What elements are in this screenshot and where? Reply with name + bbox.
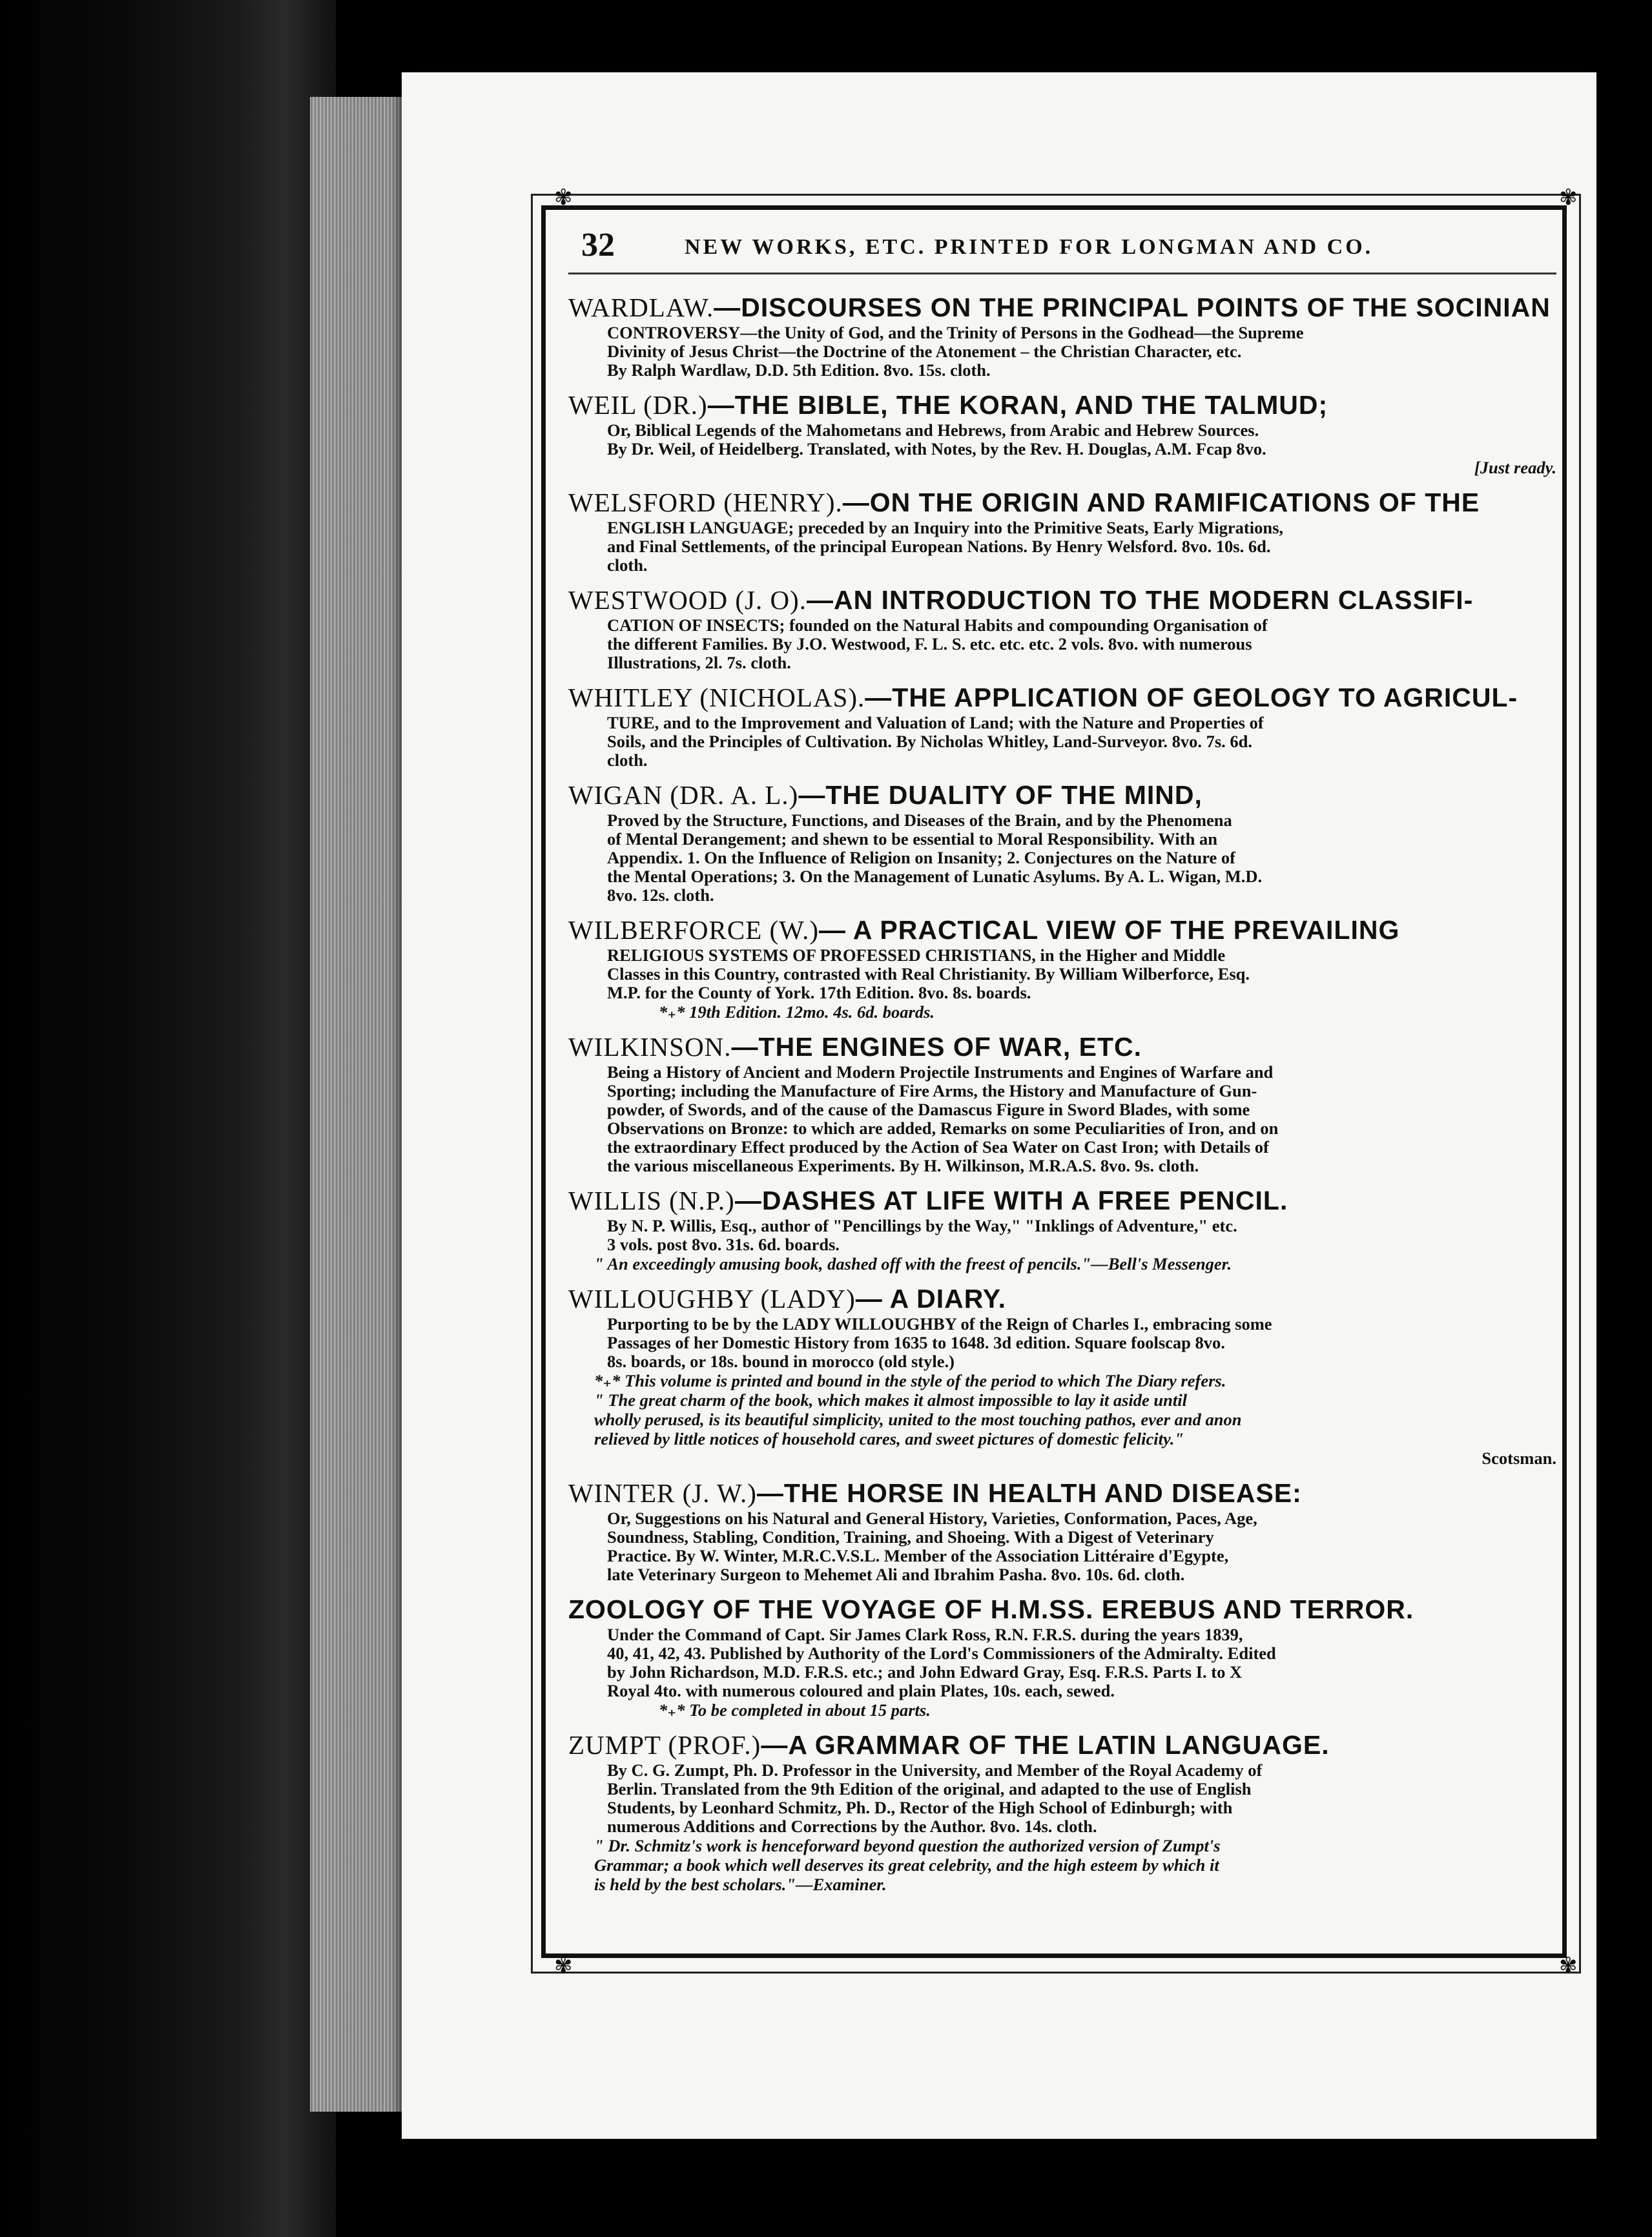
- entry-author: WILKINSON.: [568, 1032, 732, 1062]
- catalogue-entry: [568, 584, 1556, 672]
- entry-heading: [568, 1283, 1556, 1315]
- entry-description: [607, 1761, 1556, 1836]
- entry-line: Practice. By W. Winter, M.R.C.V.S.L. Member of the Association Littéraire d'Egypte,: [607, 1546, 1229, 1565]
- review-line: relieved by little notices of household cares, and sweet pictures of domestic felicity.": [594, 1429, 1184, 1448]
- entry-line: Classes in this Country, contrasted with Real Christianity. By William Wilberforce, Esq.: [607, 964, 1250, 984]
- entry-title: —THE BIBLE, THE KORAN, AND THE TALMUD;: [707, 390, 1328, 420]
- catalogue-entry: [568, 1283, 1556, 1468]
- entry-line: late Veterinary Surgeon to Mehemet Ali and Ibrahim Pasha. 8vo. 10s. 6d. cloth.: [607, 1565, 1185, 1584]
- entry-heading: [568, 681, 1556, 714]
- entry-description: [607, 946, 1556, 1002]
- entry-title: —AN INTRODUCTION TO THE MODERN CLASSIFI-: [806, 585, 1474, 615]
- entry-description: [607, 811, 1556, 905]
- entry-description: [607, 324, 1556, 380]
- review-line: *₊* This volume is printed and bound in the style of the period to which The Diary refers.: [594, 1371, 1226, 1390]
- entry-line: cloth.: [607, 750, 648, 770]
- entry-heading: [568, 1184, 1556, 1217]
- entry-author: WILLOUGHBY (LADY): [568, 1284, 856, 1314]
- entry-line: CATION OF INSECTS; founded on the Natural Habits and compounding Organisation of: [607, 615, 1268, 635]
- entry-line: cloth.: [607, 555, 648, 575]
- review-line: " The great charm of the book, which makes it almost impossible to lay it aside until: [594, 1390, 1187, 1410]
- entry-line: By Ralph Wardlaw, D.D. 5th Edition. 8vo. 15s. cloth.: [607, 360, 991, 380]
- catalogue-entry: [568, 1031, 1556, 1175]
- entry-heading: [568, 584, 1556, 616]
- entry-line: Or, Biblical Legends of the Mahometans and Hebrews, from Arabic and Hebrew Sources.: [607, 420, 1259, 440]
- entry-title: —DASHES AT LIFE WITH A FREE PENCIL.: [734, 1186, 1288, 1215]
- entry-line: M.P. for the County of York. 17th Edition. 8vo. 8s. boards.: [607, 983, 1031, 1002]
- entry-line: 3 vols. post 8vo. 31s. 6d. boards.: [607, 1235, 840, 1254]
- entry-line: 40, 41, 42, 43. Published by Authority of the Lord's Commissioners of the Admiralty. Edited: [607, 1644, 1276, 1663]
- entry-line: Proved by the Structure, Functions, and Diseases of the Brain, and by the Phenomena: [607, 810, 1232, 830]
- entry-line: TURE, and to the Improvement and Valuation of Land; with the Nature and Properties of: [607, 713, 1264, 732]
- entry-heading: [568, 1729, 1556, 1761]
- catalogue-entry: [568, 389, 1556, 477]
- entry-description: [607, 1217, 1556, 1254]
- entry-author: WILBERFORCE (W.): [568, 915, 820, 945]
- catalogue-entry: [568, 779, 1556, 905]
- review-line: " Dr. Schmitz's work is henceforward beyond question the authorized version of Zumpt's: [594, 1836, 1221, 1855]
- entry-line: Or, Suggestions on his Natural and General History, Varieties, Conformation, Paces, Age,: [607, 1509, 1257, 1528]
- catalogue-entry: [568, 1729, 1556, 1894]
- entry-author: WILLIS (N.P.): [568, 1186, 735, 1215]
- catalogue-entry: [568, 291, 1556, 380]
- entry-line: Passages of her Domestic History from 1635 to 1648. 3d edition. Square foolscap 8vo.: [607, 1333, 1225, 1352]
- catalogue-entry: [568, 486, 1556, 575]
- catalogue-entry: [568, 681, 1556, 770]
- entry-heading: [568, 486, 1556, 519]
- entry-line: 8s. boards, or 18s. bound in morocco (old style.): [607, 1352, 955, 1371]
- entry-author: WELSFORD (HENRY).: [568, 488, 843, 517]
- entry-line: By Dr. Weil, of Heidelberg. Translated, with Notes, by the Rev. H. Douglas, A.M. Fcap 8vo.: [607, 439, 1266, 459]
- entry-author: WEIL (DR.): [568, 390, 708, 420]
- entry-title: — A DIARY.: [855, 1284, 1006, 1314]
- page-content: [568, 226, 1556, 1903]
- review-line: is held by the best scholars."—Examiner.: [594, 1875, 887, 1894]
- page-header: [568, 226, 1556, 274]
- entry-description: [607, 1063, 1556, 1175]
- entry-line: Appendix. 1. On the Influence of Religion on Insanity; 2. Conjectures on the Nature of: [607, 848, 1235, 867]
- ornament-corner-icon: ✾: [1559, 186, 1578, 210]
- entry-author: WARDLAW.: [568, 293, 714, 322]
- entry-description: [607, 714, 1556, 770]
- running-head: NEW WORKS, ETC. PRINTED FOR LONGMAN AND CO.: [685, 235, 1374, 259]
- entry-author: WESTWOOD (J. O).: [568, 585, 807, 615]
- ornament-corner-icon: ✾: [554, 186, 573, 210]
- entry-line: 8vo. 12s. cloth.: [607, 885, 714, 905]
- entry-review-notes: [594, 1371, 1556, 1448]
- entry-author: ZUMPT (PROF.): [568, 1730, 761, 1760]
- entry-extra-note: *₊* 19th Edition. 12mo. 4s. 6d. boards.: [659, 1002, 935, 1022]
- review-line: Grammar; a book which well deserves its great celebrity, and the high esteem by which it: [594, 1855, 1219, 1875]
- entry-status-note: [Just ready.: [1474, 458, 1556, 477]
- entry-line: Purporting to be by the LADY WILLOUGHBY of the Reign of Charles I., embracing some: [607, 1314, 1272, 1334]
- entry-title: —ON THE ORIGIN AND RAMIFICATIONS OF THE: [842, 488, 1480, 517]
- catalogue-entry: [568, 1593, 1556, 1720]
- entry-line: Royal 4to. with numerous coloured and plain Plates, 10s. each, sewed.: [607, 1681, 1115, 1700]
- entry-title: —THE DUALITY OF THE MIND,: [798, 780, 1203, 810]
- entry-line: Berlin. Translated from the 9th Edition of the original, and adapted to the use of English: [607, 1779, 1252, 1799]
- entry-title: — A PRACTICAL VIEW OF THE PREVAILING: [819, 915, 1400, 945]
- entry-list: [568, 291, 1556, 1894]
- entry-line: By N. P. Willis, Esq., author of "Pencillings by the Way," "Inklings of Adventure," etc.: [607, 1216, 1237, 1235]
- entry-line: numerous Additions and Corrections by the Author. 8vo. 14s. cloth.: [607, 1817, 1097, 1836]
- entry-line: by John Richardson, M.D. F.R.S. etc.; and John Edward Gray, Esq. F.R.S. Parts I. to X: [607, 1662, 1243, 1682]
- entry-line: CONTROVERSY—the Unity of God, and the Trinity of Persons in the Godhead—the Supreme: [607, 323, 1304, 342]
- entry-heading: [568, 779, 1556, 811]
- entry-author: WINTER (J. W.): [568, 1478, 757, 1508]
- catalogue-entry: [568, 1477, 1556, 1584]
- entry-description: [607, 421, 1556, 477]
- entry-line: Observations on Bronze: to which are added, Remarks on some Peculiarities of Iron, and on: [607, 1118, 1279, 1138]
- entry-line: of Mental Derangement; and shewn to be essential to Moral Responsibility. With an: [607, 829, 1217, 849]
- review-source: Scotsman.: [1482, 1448, 1556, 1468]
- entry-description: [607, 1509, 1556, 1584]
- ornament-corner-icon: ✾: [554, 1954, 573, 1978]
- entry-description: [607, 616, 1556, 672]
- entry-title: —A GRAMMAR OF THE LATIN LANGUAGE.: [761, 1730, 1330, 1760]
- review-line: wholly perused, is its beautiful simplicity, united to the most touching pathos, ever and anon: [594, 1410, 1242, 1429]
- entry-line: Being a History of Ancient and Modern Projectile Instruments and Engines of Warfare and: [607, 1062, 1274, 1082]
- entry-line: powder, of Swords, and of the cause of the Damascus Figure in Sword Blades, with some: [607, 1100, 1250, 1119]
- entry-line: Divinity of Jesus Christ—the Doctrine of the Atonement – the Christian Character, etc.: [607, 342, 1242, 361]
- entry-line: Students, by Leonhard Schmitz, Ph. D., Rector of the High School of Edinburgh; with: [607, 1798, 1233, 1817]
- entry-line: RELIGIOUS SYSTEMS OF PROFESSED CHRISTIANS, in the Higher and Middle: [607, 945, 1226, 965]
- entry-line: Under the Command of Capt. Sir James Clark Ross, R.N. F.R.S. during the years 1839,: [607, 1625, 1243, 1644]
- catalogue-entry: [568, 1184, 1556, 1273]
- entry-author: WIGAN (DR. A. L.): [568, 780, 799, 810]
- entry-title: —THE APPLICATION OF GEOLOGY TO AGRICUL-: [865, 683, 1518, 712]
- entry-title: ZOOLOGY OF THE VOYAGE OF H.M.SS. EREBUS AND TERROR.: [568, 1594, 1414, 1624]
- entry-line: the different Families. By J.O. Westwood, F. L. S. etc. etc. etc. 2 vols. 8vo. with numerous: [607, 634, 1252, 654]
- entry-heading: [568, 1593, 1556, 1625]
- entry-title: —THE HORSE IN HEALTH AND DISEASE:: [756, 1478, 1302, 1508]
- entry-title: —DISCOURSES ON THE PRINCIPAL POINTS OF THE SOCINIAN: [714, 293, 1551, 322]
- entry-line: and Final Settlements, of the principal European Nations. By Henry Welsford. 8vo. 10s. 6d.: [607, 537, 1271, 556]
- entry-heading: [568, 291, 1556, 324]
- entry-heading: [568, 914, 1556, 946]
- entry-review-quote: " An exceedingly amusing book, dashed off with the freest of pencils."—Bell's Messenger.: [594, 1254, 1232, 1273]
- entry-line: Sporting; including the Manufacture of Fire Arms, the History and Manufacture of Gun-: [607, 1081, 1257, 1100]
- entry-line: the various miscellaneous Experiments. By H. Wilkinson, M.R.A.S. 8vo. 9s. cloth.: [607, 1156, 1199, 1175]
- page-stack-edges: [310, 97, 407, 2112]
- entry-line: Soundness, Stabling, Condition, Training, and Shoeing. With a Digest of Veterinary: [607, 1527, 1214, 1547]
- entry-extra-note: *₊* To be completed in about 15 parts.: [659, 1700, 931, 1720]
- book-binding: [0, 0, 336, 2237]
- entry-line: Soils, and the Principles of Cultivation. By Nicholas Whitley, Land-Surveyor. 8vo. 7s. 6d.: [607, 732, 1253, 751]
- entry-description: [607, 519, 1556, 575]
- catalogue-entry: [568, 914, 1556, 1022]
- entry-review-notes: [594, 1836, 1556, 1894]
- entry-line: Illustrations, 2l. 7s. cloth.: [607, 653, 791, 672]
- entry-line: ENGLISH LANGUAGE; preceded by an Inquiry into the Primitive Seats, Early Migrations,: [607, 518, 1284, 537]
- page-number: 32: [581, 227, 615, 263]
- entry-author: WHITLEY (NICHOLAS).: [568, 683, 865, 712]
- ornament-corner-icon: ✾: [1559, 1954, 1578, 1978]
- entry-line: the Mental Operations; 3. On the Management of Lunatic Asylums. By A. L. Wigan, M.D.: [607, 867, 1263, 886]
- entry-description: [607, 1315, 1556, 1371]
- entry-line: By C. G. Zumpt, Ph. D. Professor in the University, and Member of the Royal Academy of: [607, 1760, 1263, 1780]
- entry-line: the extraordinary Effect produced by the Action of Sea Water on Cast Iron; with Details of: [607, 1137, 1269, 1157]
- entry-description: [607, 1625, 1556, 1700]
- entry-heading: [568, 1031, 1556, 1063]
- entry-title: —THE ENGINES OF WAR, ETC.: [731, 1032, 1142, 1062]
- entry-heading: [568, 389, 1556, 421]
- entry-heading: [568, 1477, 1556, 1509]
